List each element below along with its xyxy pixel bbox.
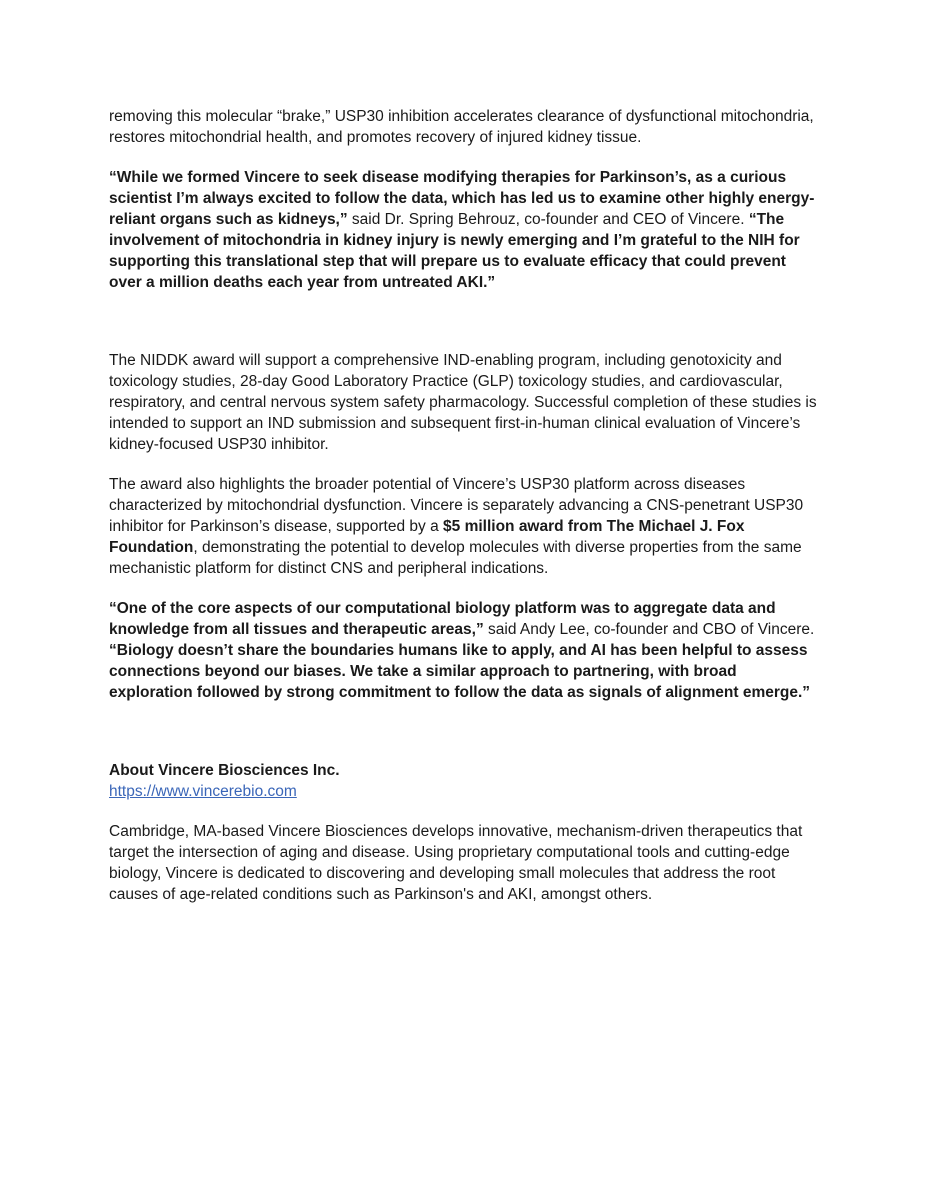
ceo-attribution: said Dr. Spring Behrouz, co-founder and CEO of Vincere. bbox=[347, 211, 749, 228]
paragraph-mechanism: removing this molecular “brake,” USP30 inhibition accelerates clearance of dysfunctional mitochondria, restores mitochondrial health, and promotes recovery of injured kidney tissue. bbox=[109, 108, 814, 146]
website-link[interactable]: https://www.vincerebio.com bbox=[109, 783, 297, 800]
ceo-quote-part2: “The involvement of mitochondria in kidney injury is newly emerging and I’m grateful to the NIH for supporting this translational step that will prepare us to evaluate efficacy that could prevent over a million deaths each year from untreated AKI.” bbox=[109, 211, 800, 291]
about-heading: About Vincere Biosciences Inc. bbox=[109, 762, 340, 779]
about-section-header bbox=[109, 760, 819, 802]
spacer bbox=[109, 722, 819, 760]
cbo-quote-part2: “Biology doesn’t share the boundaries humans like to apply, and AI has been helpful to assess connections beyond our biases. We take a similar approach to partnering, with broad exploration followed by strong commitment to follow the data as signals of alignment emerge.” bbox=[109, 642, 811, 701]
document-page bbox=[109, 106, 819, 924]
paragraph-platform-potential bbox=[109, 474, 819, 579]
cbo-attribution: said Andy Lee, co-founder and CBO of Vincere. bbox=[483, 621, 815, 638]
paragraph-niddk-award: The NIDDK award will support a comprehensive IND-enabling program, including genotoxicity and toxicology studies, 28-day Good Laboratory Practice (GLP) toxicology studies, and cardiovascular, respiratory, and central nervous system safety pharmacology. Successful completion of these studies is intended to support an IND submission and subsequent first-in-human clinical evaluation of Vincere’s kidney-focused USP30 inhibitor. bbox=[109, 352, 817, 453]
paragraph-ceo-quote bbox=[109, 167, 819, 293]
paragraph-cbo-quote bbox=[109, 598, 819, 703]
about-description: Cambridge, MA-based Vincere Biosciences develops innovative, mechanism-driven therapeutics that target the intersection of aging and disease. Using proprietary computational tools and cutting-edge biology, Vincere is dedicated to discovering and developing small molecules that address the root causes of age-related conditions such as Parkinson's and AKI, amongst others. bbox=[109, 823, 803, 903]
mjff-award-text: $5 million award from The Michael J. Fox Foundation bbox=[109, 518, 745, 556]
spacer bbox=[109, 312, 819, 350]
cbo-quote-part1: “One of the core aspects of our computational biology platform was to aggregate data and knowledge from all tissues and therapeutic areas,” bbox=[109, 600, 776, 638]
platform-text-2: , demonstrating the potential to develop molecules with diverse properties from the same mechanistic platform for distinct CNS and peripheral indications. bbox=[109, 539, 802, 577]
platform-text-1: The award also highlights the broader potential of Vincere’s USP30 platform across diseases characterized by mitochondrial dysfunction. Vincere is separately advancing a CNS-penetrant USP30 inhibitor for Parkinson’s disease, supported by a bbox=[109, 476, 804, 535]
ceo-quote-part1: “While we formed Vincere to seek disease modifying therapies for Parkinson’s, as a curious scientist I’m always excited to follow the data, which has led us to examine other highly energy-reliant organs such as kidneys,” bbox=[109, 169, 815, 228]
